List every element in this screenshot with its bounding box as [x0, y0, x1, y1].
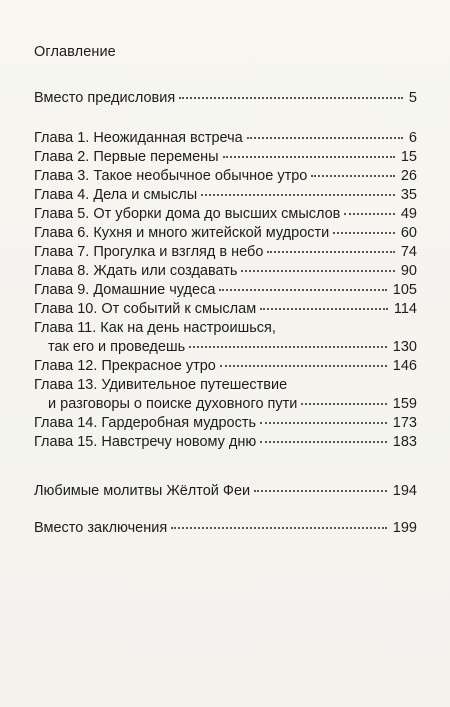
- toc-entry-title: Вместо заключения: [34, 520, 168, 536]
- toc-leader-dots: [171, 526, 387, 529]
- toc-entry-title: Любимые молитвы Жёлтой Феи: [34, 483, 251, 499]
- toc-entry-title: Глава 1. Неожиданная встреча: [34, 130, 243, 146]
- toc-leader-dots: [220, 364, 387, 367]
- toc-heading: Оглавление: [34, 44, 116, 60]
- toc-page-number: 60: [400, 225, 417, 241]
- toc-page-number: 26: [400, 168, 417, 184]
- toc-entry-chapter-6: [34, 223, 417, 243]
- toc-leader-dots: [254, 489, 387, 492]
- toc-entry-chapter-11-title: Глава 11. Как на день настроишься,: [34, 320, 276, 336]
- toc-entry-chapter-10: [34, 299, 417, 319]
- toc-entry-title: Глава 8. Ждать или создавать: [34, 263, 238, 279]
- toc-entry-chapter-3: [34, 166, 417, 186]
- toc-entry-title: Вместо предисловия: [34, 90, 176, 106]
- toc-page-number: 183: [392, 434, 417, 450]
- toc-entry-title: Глава 6. Кухня и много житейской мудрости: [34, 225, 330, 241]
- toc-entry-preface: [34, 88, 417, 108]
- toc-page-number: 173: [392, 415, 417, 431]
- toc-entry-title-continuation: и разговоры о поиске духовного пути: [48, 396, 298, 412]
- toc-entry-chapter-4: [34, 185, 417, 205]
- toc-entry-conclusion: [34, 518, 417, 538]
- toc-page-number: 146: [392, 358, 417, 374]
- toc-page-number: 159: [392, 396, 417, 412]
- toc-entry-chapter-11: [48, 337, 417, 357]
- toc-entry-chapter-1: [34, 128, 417, 148]
- toc-entry-chapter-15: [34, 432, 417, 452]
- toc-entry-chapter-12: [34, 356, 417, 376]
- toc-entry-title: Глава 14. Гардеробная мудрость: [34, 415, 257, 431]
- toc-entry-prayers: [34, 481, 417, 501]
- toc-leader-dots: [333, 231, 395, 234]
- toc-entry-chapter-8: [34, 261, 417, 281]
- toc-leader-dots: [344, 212, 394, 215]
- toc-leader-dots: [267, 250, 394, 253]
- toc-page-number: 130: [392, 339, 417, 355]
- toc-leader-dots: [223, 155, 395, 158]
- toc-entry-title: Глава 3. Такое необычное обычное утро: [34, 168, 308, 184]
- toc-leader-dots: [219, 288, 386, 291]
- toc-entry-chapter-9: [34, 280, 417, 300]
- toc-entry-chapter-13: [48, 394, 417, 414]
- toc-page-number: 15: [400, 149, 417, 165]
- toc-entry-chapter-2: [34, 147, 417, 167]
- toc-leader-dots: [260, 307, 388, 310]
- toc-entry-title: Глава 5. От уборки дома до высших смыслов: [34, 206, 341, 222]
- toc-leader-dots: [247, 136, 403, 139]
- toc-page-number: 49: [400, 206, 417, 222]
- toc-entry-title: Глава 12. Прекрасное утро: [34, 358, 216, 374]
- toc-page-number: 90: [400, 263, 417, 279]
- toc-entry-title: Глава 2. Первые перемены: [34, 149, 219, 165]
- toc-page-number: 194: [392, 483, 417, 499]
- toc-page-number: 6: [408, 130, 417, 146]
- toc-entry-title: Глава 7. Прогулка и взгляд в небо: [34, 244, 264, 260]
- toc-leader-dots: [301, 402, 386, 405]
- toc-entry-chapter-5: [34, 204, 417, 224]
- toc-leader-dots: [189, 345, 387, 348]
- toc-page-number: 199: [392, 520, 417, 536]
- toc-leader-dots: [201, 193, 395, 196]
- toc-leader-dots: [241, 269, 394, 272]
- toc-entry-chapter-14: [34, 413, 417, 433]
- toc-page-number: 35: [400, 187, 417, 203]
- toc-page-number: 74: [400, 244, 417, 260]
- toc-leader-dots: [179, 96, 403, 99]
- toc-entry-title: Глава 10. От событий к смыслам: [34, 301, 257, 317]
- toc-entry-title: Глава 15. Навстречу новому дню: [34, 434, 257, 450]
- toc-page-number: 114: [393, 301, 417, 317]
- toc-leader-dots: [260, 421, 387, 424]
- toc-leader-dots: [260, 440, 387, 443]
- toc-entry-chapter-7: [34, 242, 417, 262]
- toc-entry-title-continuation: так его и проведешь: [48, 339, 186, 355]
- toc-leader-dots: [311, 174, 394, 177]
- toc-page-number: 5: [408, 90, 417, 106]
- toc-entry-title: Глава 4. Дела и смыслы: [34, 187, 198, 203]
- toc-entry-title: Глава 9. Домашние чудеса: [34, 282, 216, 298]
- toc-entry-chapter-13-title: Глава 13. Удивительное путешествие: [34, 377, 288, 393]
- toc-page-number: 105: [392, 282, 417, 298]
